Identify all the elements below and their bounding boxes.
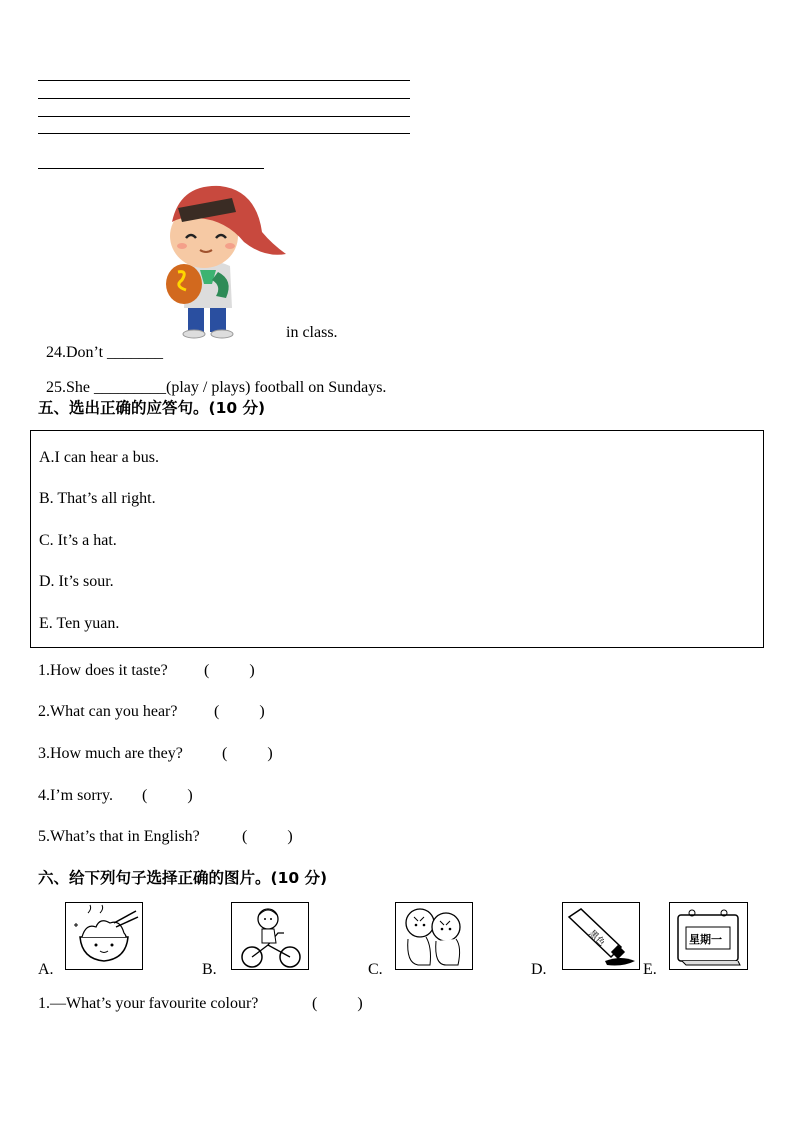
section-5-question-5: 5.What’s that in English? [38, 828, 200, 845]
section-5-title: 五、选出正确的应答句。(10 分) [38, 399, 266, 417]
section-6-title: 六、给下列句子选择正确的图片。(10 分) [38, 869, 328, 887]
option-a: A.I can hear a bus. [39, 449, 159, 466]
picture-label-e: E. [643, 961, 657, 978]
answer-line-1 [38, 80, 410, 81]
question-25-text: She _________(play / plays) football on Sundays. [66, 379, 387, 396]
section-5-question-4: 4.I’m sorry. [38, 787, 113, 804]
picture-label-b: B. [202, 961, 217, 978]
option-b: B. That’s all right. [39, 490, 156, 507]
section-5-question-1: 1.How does it taste? [38, 662, 168, 679]
option-e: E. Ten yuan. [39, 615, 120, 632]
black-paint-picture [562, 902, 640, 970]
answer-options-box [30, 430, 764, 648]
paint-label: 黑色 [586, 928, 607, 949]
calendar-label: 星期一 [689, 933, 722, 946]
question-24-number: 24. [46, 344, 66, 361]
question-24-blank[interactable]: _______ [107, 344, 164, 361]
section-6-question-1: 1.—What’s your favourite colour? [38, 995, 259, 1012]
question-24 [38, 323, 163, 363]
section-6-answer-paren-1[interactable]: ( ) [312, 995, 363, 1012]
option-c: C. It’s a hat. [39, 532, 117, 549]
picture-label-d: D. [531, 961, 547, 978]
answer-paren-3[interactable]: ( ) [222, 745, 273, 762]
tigers-picture [395, 902, 473, 970]
option-d: D. It’s sour. [39, 573, 114, 590]
question-25 [38, 358, 386, 398]
question-25-number: 25. [46, 379, 66, 396]
boy-on-bike-picture [231, 902, 309, 970]
question-24-suffix: in class. [286, 324, 338, 341]
calendar-picture [669, 902, 748, 970]
answer-paren-2[interactable]: ( ) [214, 703, 265, 720]
answer-line-5 [38, 168, 264, 169]
answer-paren-1[interactable]: ( ) [204, 662, 255, 679]
section-5-question-3: 3.How much are they? [38, 745, 183, 762]
rice-bowl-picture [65, 902, 143, 970]
picture-label-a: A. [38, 961, 54, 978]
boy-eating-illustration [160, 180, 290, 340]
section-5-question-2: 2.What can you hear? [38, 703, 178, 720]
answer-line-3 [38, 116, 410, 117]
answer-line-4 [38, 133, 410, 134]
answer-line-2 [38, 98, 410, 99]
question-24-prefix: Don’t [66, 344, 108, 361]
picture-label-c: C. [368, 961, 383, 978]
answer-paren-5[interactable]: ( ) [242, 828, 293, 845]
answer-paren-4[interactable]: ( ) [142, 787, 193, 804]
